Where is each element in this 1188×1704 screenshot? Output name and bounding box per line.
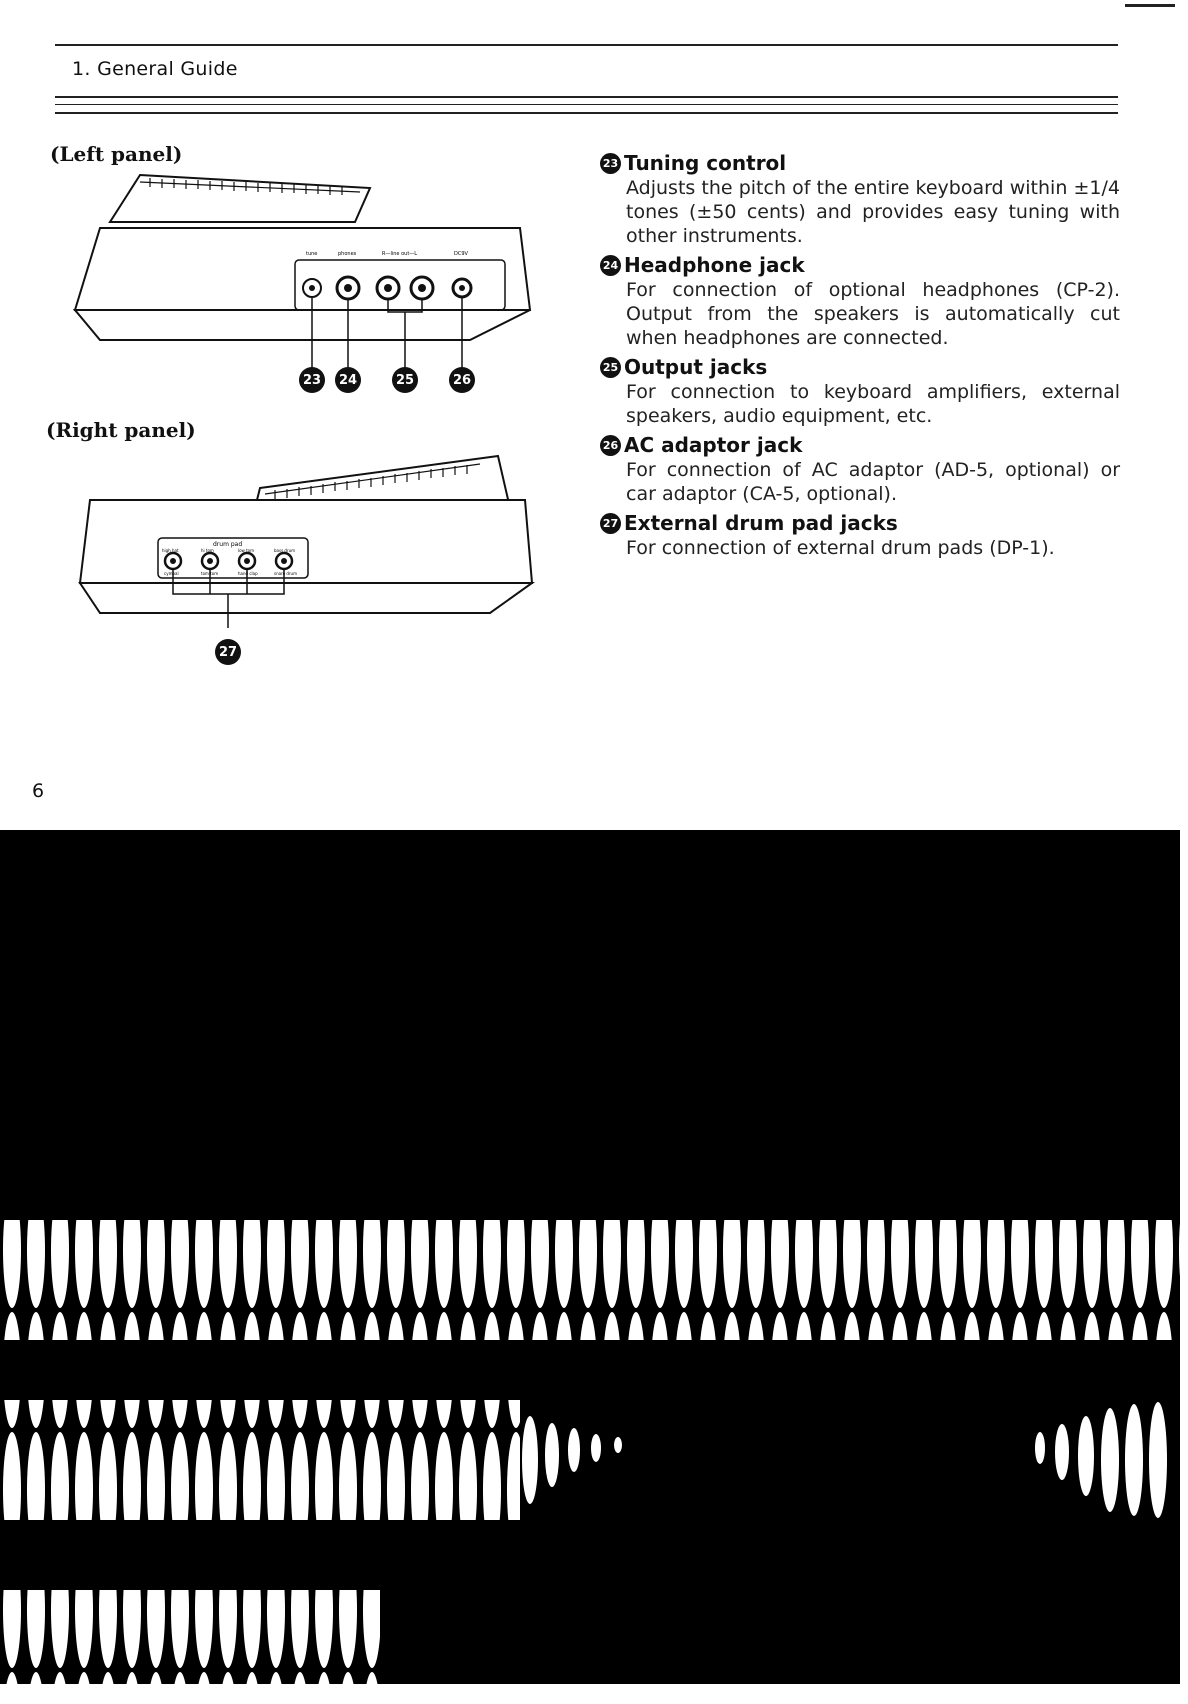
scan-dark-band: [0, 830, 1180, 1684]
right-group-label: drum pad: [213, 541, 243, 548]
callout-27: 27: [215, 639, 241, 665]
description-item-output-jacks: [600, 354, 1120, 428]
item-body: For connection of AC adaptor (AD-5, optional) or car adaptor (CA-5, optional).: [626, 459, 1120, 505]
header-rule-3: [55, 112, 1118, 114]
corner-mark: [1125, 4, 1175, 7]
item-number-badge: 23: [600, 153, 621, 174]
callout-26: 26: [449, 367, 475, 393]
left-jack-label-tune: tune: [306, 251, 318, 257]
item-number-badge: 24: [600, 255, 621, 276]
right-jack-label-bass-drum: bass drum: [274, 548, 296, 553]
section-title: 1. General Guide: [72, 58, 238, 80]
description-item-ac-adaptor-jack: [600, 432, 1120, 506]
item-body: For connection to keyboard amplifiers, external speakers, audio equipment, etc.: [626, 381, 1120, 427]
right-jack-label-cymbal: cymbal: [164, 571, 179, 576]
callout-24: 24: [335, 367, 361, 393]
right-jack-label-low-tom: low tom: [238, 548, 255, 553]
right-jack-label-hand-clap: hand clap: [238, 571, 258, 576]
item-number-badge: 27: [600, 513, 621, 534]
description-item-headphone-jack: [600, 252, 1120, 350]
page-number: 6: [32, 780, 45, 802]
left-panel-illustration: [70, 160, 540, 400]
item-body: For connection of optional headphones (CP-2). Output from the speakers is automatically cut when headphones are connected.: [626, 279, 1120, 349]
item-title: Output jacks: [624, 355, 768, 379]
right-jack-label-hi-tom: hi tom: [201, 548, 214, 553]
top-rule: [55, 44, 1118, 46]
item-number-badge: 26: [600, 435, 621, 456]
right-jack-label-tom-tom: tom tom: [201, 571, 219, 576]
description-item-external-drum-pad-jacks: [600, 510, 1120, 560]
item-body: Adjusts the pitch of the entire keyboard within ±1/4 tones (±50 cents) and provides easy tuning with other instruments.: [626, 177, 1120, 247]
left-jack-label-line-out: R—line out—L: [382, 251, 418, 257]
right-panel-illustration: [70, 448, 540, 628]
right-jack-label-high-hat: high hat: [162, 548, 179, 553]
left-jack-label-dc9v: DC9V: [454, 251, 468, 257]
description-list: [600, 150, 1120, 564]
item-title: AC adaptor jack: [624, 433, 803, 457]
left-panel-label: (Left panel): [50, 142, 183, 166]
right-jack-label-snare-drum: snare drum: [274, 571, 297, 576]
callout-25: 25: [392, 367, 418, 393]
item-title: Headphone jack: [624, 253, 805, 277]
header-rule-2: [55, 104, 1118, 105]
item-body: For connection of external drum pads (DP-1).: [626, 537, 1055, 559]
right-panel-label: (Right panel): [46, 418, 196, 442]
callout-23: 23: [299, 367, 325, 393]
description-item-tuning-control: [600, 150, 1120, 248]
left-jack-label-phones: phones: [338, 251, 357, 257]
piano-key-pattern: [0, 830, 1180, 1684]
item-number-badge: 25: [600, 357, 621, 378]
header-rule-1: [55, 96, 1118, 98]
item-title: Tuning control: [624, 151, 787, 175]
item-title: External drum pad jacks: [624, 511, 898, 535]
